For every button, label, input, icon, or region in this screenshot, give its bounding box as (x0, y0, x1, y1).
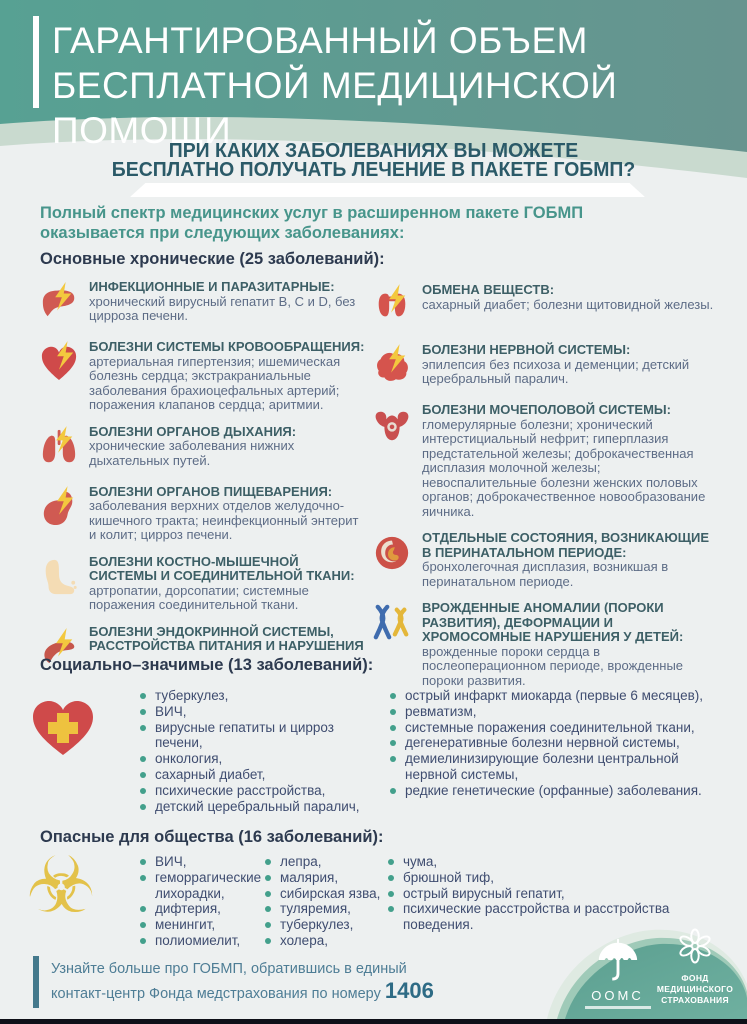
disease-group-desc: эпилепсия без психоза и деменции; детский церебральный паралич. (422, 356, 690, 386)
list-item: холера, (265, 933, 387, 949)
list-item: онкология, (140, 751, 385, 767)
chronic-item-circulatory (40, 340, 366, 413)
oomc-tagline-bar (585, 1006, 651, 1009)
page-title (52, 18, 747, 153)
list-item: ревматизм, (390, 704, 727, 720)
heart-cross-icon (30, 696, 96, 763)
disease-group-desc: артериальная гипертензия; ишемическая болезнь сердца; экстракраниальные заболевания брахиоцефальных артерий; поражения клапанов сердца; аритмии. (89, 353, 341, 412)
brain-bolt-icon (373, 343, 413, 391)
page-title-line1: ГАРАНТИРОВАННЫЙ ОБЪЕМ (52, 20, 588, 61)
list-item: чума, (388, 854, 693, 870)
chronic-right-column (373, 283, 718, 700)
list-item: брюшной тиф, (388, 870, 693, 886)
list-item: психические расстройства, (140, 783, 385, 799)
disease-group-desc: бронхолегочная дисплазия, возникшая в перинатальном периоде. (422, 559, 669, 589)
disease-group-desc: заболевания верхних отделов желудочно-кишечного тракта; неинфекционный энтерит и колит; цирроз печени. (89, 498, 359, 542)
footer-phone: 1406 (384, 978, 434, 1003)
oomc-logo (580, 937, 655, 1009)
biohazard-icon: ☣ (26, 841, 96, 931)
disease-group-title: БОЛЕЗНИ КОСТНО-МЫШЕЧНОЙ СИСТЕМЫ И СОЕДИНИТЕЛЬНОЙ ТКАНИ: (89, 553, 355, 583)
fund-line3: СТРАХОВАНИЯ (661, 995, 729, 1005)
footer-accent-bar (33, 956, 39, 1008)
fetus-icon (373, 531, 413, 589)
intro-line2: оказывается при следующих заболеваниях: (40, 224, 405, 242)
question-line2: БЕСПЛАТНО ПОЛУЧАТЬ ЛЕЧЕНИЕ В ПАКЕТЕ ГОБМП? (111, 159, 636, 181)
list-item: острый вирусный гепатит, (388, 886, 693, 902)
chronic-left-column (40, 280, 366, 685)
fund-logo (651, 928, 739, 1006)
disease-group-title: ОТДЕЛЬНЫЕ СОСТОЯНИЯ, ВОЗНИКАЮЩИЕ В ПЕРИНАТАЛЬНОМ ПЕРИОДЕ: (422, 530, 710, 560)
lungs-bolt-icon (40, 425, 80, 473)
list-item: геморрагические лихорадки, (140, 870, 258, 902)
title-accent-bar (33, 16, 39, 108)
ribbon-divider (130, 183, 645, 197)
list-item: туберкулез, (140, 688, 385, 704)
disease-group-title: БОЛЕЗНИ ЭНДОКРИННОЙ СИСТЕМЫ, РАССТРОЙСТВА ПИТАНИЯ И НАРУШЕНИЯ (89, 623, 364, 653)
footer-line1: Узнайте больше про ГОБМП, обратившись в единый (51, 961, 407, 977)
list-item: детский церебральный паралич, (140, 799, 385, 815)
disease-group-desc: сахарный диабет; болезни щитовидной железы. (422, 296, 714, 312)
list-item: туберкулез, (265, 917, 387, 933)
list-item: системные поражения соединительной ткани, (390, 720, 727, 736)
disease-group-title: БОЛЕЗНИ МОЧЕПОЛОВОЙ СИСТЕМЫ: (422, 402, 671, 417)
disease-group-title: ВРОЖДЕННЫЕ АНОМАЛИИ (ПОРОКИ РАЗВИТИЯ), ДЕФОРМАЦИИ И ХРОМОСОМНЫЕ НАРУШЕНИЯ У ДЕТЕЙ: (422, 600, 684, 644)
question-heading (11, 142, 736, 180)
page-title-line2: БЕСПЛАТНОЙ МЕДИЦИНСКОЙ ПОМОЩИ (52, 65, 618, 151)
list-item: ВИЧ, (140, 704, 385, 720)
list-item: дифтерия, (140, 901, 258, 917)
stomach-bolt-icon (40, 485, 80, 543)
list-item: вирусные гепатиты и цирроз печени, (140, 720, 385, 752)
question-line1: ПРИ КАКИХ ЗАБОЛЕВАНИЯХ ВЫ МОЖЕТЕ (168, 140, 579, 162)
footer-contact (33, 956, 434, 1008)
disease-group-desc: врожденные пороки сердца в послеоперационном периоде, врожденные пороки развития. (422, 643, 684, 688)
chronic-item-infectious (40, 280, 366, 328)
foot-icon (40, 555, 80, 613)
intro-text (40, 203, 583, 243)
chronic-item-digestive (40, 485, 366, 543)
chronic-item-genitourinary (373, 403, 718, 519)
list-item: полиомиелит, (140, 933, 258, 949)
list-item: ВИЧ, (140, 854, 258, 870)
heart-bolt-icon (40, 340, 80, 413)
section-social (40, 656, 730, 826)
oomc-label: ООМС (591, 988, 644, 1003)
thyroid-bolt-icon (373, 283, 413, 331)
umbrella-icon (595, 937, 641, 981)
footer-line2 (51, 980, 434, 1005)
list-item: туляремия, (265, 901, 387, 917)
intro-line1: Полный спектр медицинских услуг в расширенном пакете ГОБМП (40, 204, 584, 222)
list-item: острый инфаркт миокарда (первые 6 месяцев), (390, 688, 727, 704)
section-danger-heading: Опасные для общества (16 заболеваний): (40, 828, 384, 846)
list-item: дегенеративные болезни нервной системы, (390, 735, 727, 751)
social-list-left (140, 688, 385, 814)
chronic-item-nervous (373, 343, 718, 391)
danger-list-1 (140, 854, 262, 949)
list-item: менингит, (140, 917, 258, 933)
list-item: сахарный диабет, (140, 767, 385, 783)
fund-flower-icon (677, 928, 713, 964)
disease-group-desc: гломерулярные болезни; хронический интерстициальный нефрит; гиперплазия предстательной железы; доброкачественная дисплазия молочной железы; невоспалительные болезни женских половых органов; доброкачественное новообразование яичника. (422, 416, 706, 519)
disease-group-title: ОБМЕНА ВЕЩЕСТВ: (422, 282, 555, 297)
disease-group-title: БОЛЕЗНИ НЕРВНОЙ СИСТЕМЫ: (422, 342, 631, 357)
chronic-item-musculoskeletal (40, 555, 366, 613)
bottom-border (0, 1019, 747, 1024)
liver-bolt-icon (40, 280, 80, 328)
chronic-item-metabolism (373, 283, 718, 331)
danger-list-2 (265, 854, 387, 949)
list-item: демиелинизирующие болезни центральной нервной системы, (390, 751, 727, 783)
disease-group-desc: артропатии, дорсопатии; системные поражения соединительной ткани. (89, 582, 309, 612)
disease-group-desc: хронические заболевания нижних дыхательных путей. (89, 438, 295, 468)
list-item: редкие генетические (орфанные) заболевания. (390, 783, 727, 799)
list-item: малярия, (265, 870, 387, 886)
social-list-right (390, 688, 727, 799)
chronic-item-perinatal (373, 531, 718, 589)
disease-group-title: БОЛЕЗНИ СИСТЕМЫ КРОВООБРАЩЕНИЯ: (89, 339, 365, 354)
list-item: лепра, (265, 854, 387, 870)
fund-line2: МЕДИЦИНСКОГО (656, 984, 734, 994)
disease-group-title: БОЛЕЗНИ ОРГАНОВ ПИЩЕВАРЕНИЯ: (89, 483, 333, 499)
list-item: психические расстройства и расстройства поведения. (388, 901, 693, 933)
list-item: сибирская язва, (265, 886, 387, 902)
uterus-icon (373, 403, 413, 519)
disease-group-desc: хронический вирусный гепатит B, C и D, без цирроза печени. (89, 293, 356, 323)
fund-line1: ФОНД (681, 973, 709, 983)
footer-line2-text: контакт-центр Фонда медстрахования по номеру (51, 986, 381, 1002)
section-social-heading: Социально–значимые (13 заболеваний): (40, 656, 374, 674)
section-chronic-heading: Основные хронические (25 заболеваний): (40, 250, 385, 268)
disease-group-title: БОЛЕЗНИ ОРГАНОВ ДЫХАНИЯ: (89, 423, 297, 439)
disease-group-title: ИНФЕКЦИОННЫЕ И ПАРАЗИТАРНЫЕ: (89, 279, 335, 294)
chronic-item-respiratory (40, 425, 366, 473)
